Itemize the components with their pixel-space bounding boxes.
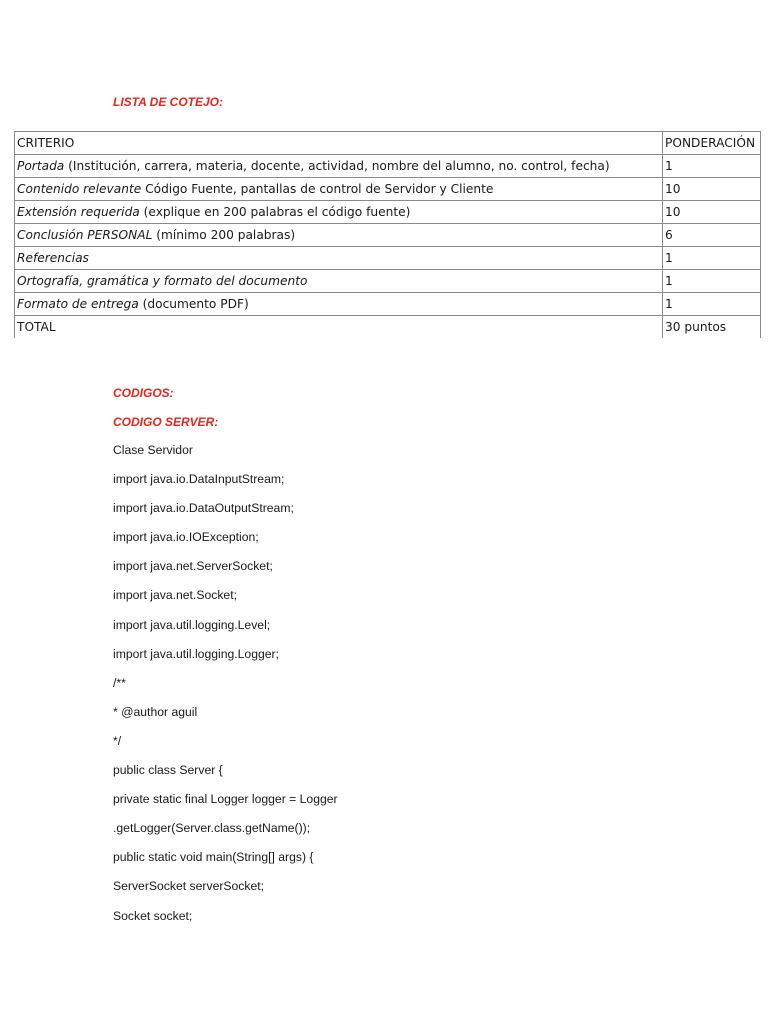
code-line: Socket socket;	[113, 908, 193, 923]
criterion-detail: (explique en 200 palabras el código fuente)	[139, 205, 411, 219]
code-line: /**	[113, 675, 126, 690]
code-line: public static void main(String[] args) {	[113, 850, 314, 865]
criterion-detail: Código Fuente, pantallas de control de Servidor y Cliente	[141, 182, 494, 196]
table-row	[15, 224, 761, 247]
criterion-cell	[15, 247, 663, 270]
criterion-name: Conclusión PERSONAL	[17, 228, 153, 242]
table-row	[15, 270, 761, 293]
weight-cell: 6	[663, 224, 761, 247]
table-row	[15, 293, 761, 316]
header-ponderacion: PONDERACIÓN	[663, 132, 761, 155]
code-line: import java.net.ServerSocket;	[113, 559, 273, 574]
criterion-name: Portada	[17, 159, 65, 173]
criterion-cell	[15, 293, 663, 316]
table-row	[15, 201, 761, 224]
weight-cell: 1	[663, 293, 761, 316]
criterion-name: Referencias	[17, 251, 89, 265]
code-line: import java.util.logging.Level;	[113, 617, 271, 632]
code-line: .getLogger(Server.class.getName());	[113, 821, 311, 836]
code-line: * @author aguil	[113, 704, 198, 719]
criterion-cell	[15, 270, 663, 293]
code-line: Clase Servidor	[113, 443, 193, 457]
total-row	[15, 316, 761, 339]
code-line: public class Server {	[113, 763, 223, 778]
criterion-name: Extensión requerida	[17, 205, 140, 219]
table-row	[15, 178, 761, 201]
criterion-detail: (mínimo 200 palabras)	[152, 228, 296, 242]
codigo-server-heading: CODIGO SERVER:	[113, 415, 219, 429]
criterion-cell	[15, 155, 663, 178]
code-line: ServerSocket serverSocket;	[113, 879, 265, 894]
total-value: 30 puntos	[663, 316, 761, 339]
criterion-detail: (documento PDF)	[138, 297, 249, 311]
table-header-row	[15, 132, 761, 155]
checklist-heading: LISTA DE COTEJO:	[113, 95, 224, 109]
code-line: import java.io.IOException;	[113, 530, 259, 545]
code-line: import java.io.DataOutputStream;	[113, 501, 294, 516]
criterion-cell	[15, 178, 663, 201]
weight-cell: 1	[663, 247, 761, 270]
total-label: TOTAL	[15, 316, 663, 339]
criterion-name: Ortografía, gramática y formato del documento	[17, 274, 308, 288]
criterion-detail: (Institución, carrera, materia, docente, actividad, nombre del alumno, no. control, fecha)	[64, 159, 610, 173]
table-row	[15, 247, 761, 270]
weight-cell: 1	[663, 155, 761, 178]
weight-cell: 10	[663, 201, 761, 224]
criterion-cell	[15, 201, 663, 224]
server-code-listing	[113, 441, 338, 936]
criterion-name: Contenido relevante	[17, 182, 142, 196]
code-line: private static final Logger logger = Logger	[113, 792, 338, 807]
code-line: import java.io.DataInputStream;	[113, 472, 285, 487]
code-line: */	[113, 733, 122, 748]
criterion-cell	[15, 224, 663, 247]
checklist-table	[14, 131, 761, 338]
code-line: import java.util.logging.Logger;	[113, 646, 279, 661]
weight-cell: 1	[663, 270, 761, 293]
code-line: import java.net.Socket;	[113, 588, 237, 603]
header-criterio: CRITERIO	[15, 132, 663, 155]
weight-cell: 10	[663, 178, 761, 201]
codigos-heading: CODIGOS:	[113, 386, 174, 400]
table-row	[15, 155, 761, 178]
criterion-name: Formato de entrega	[17, 297, 139, 311]
